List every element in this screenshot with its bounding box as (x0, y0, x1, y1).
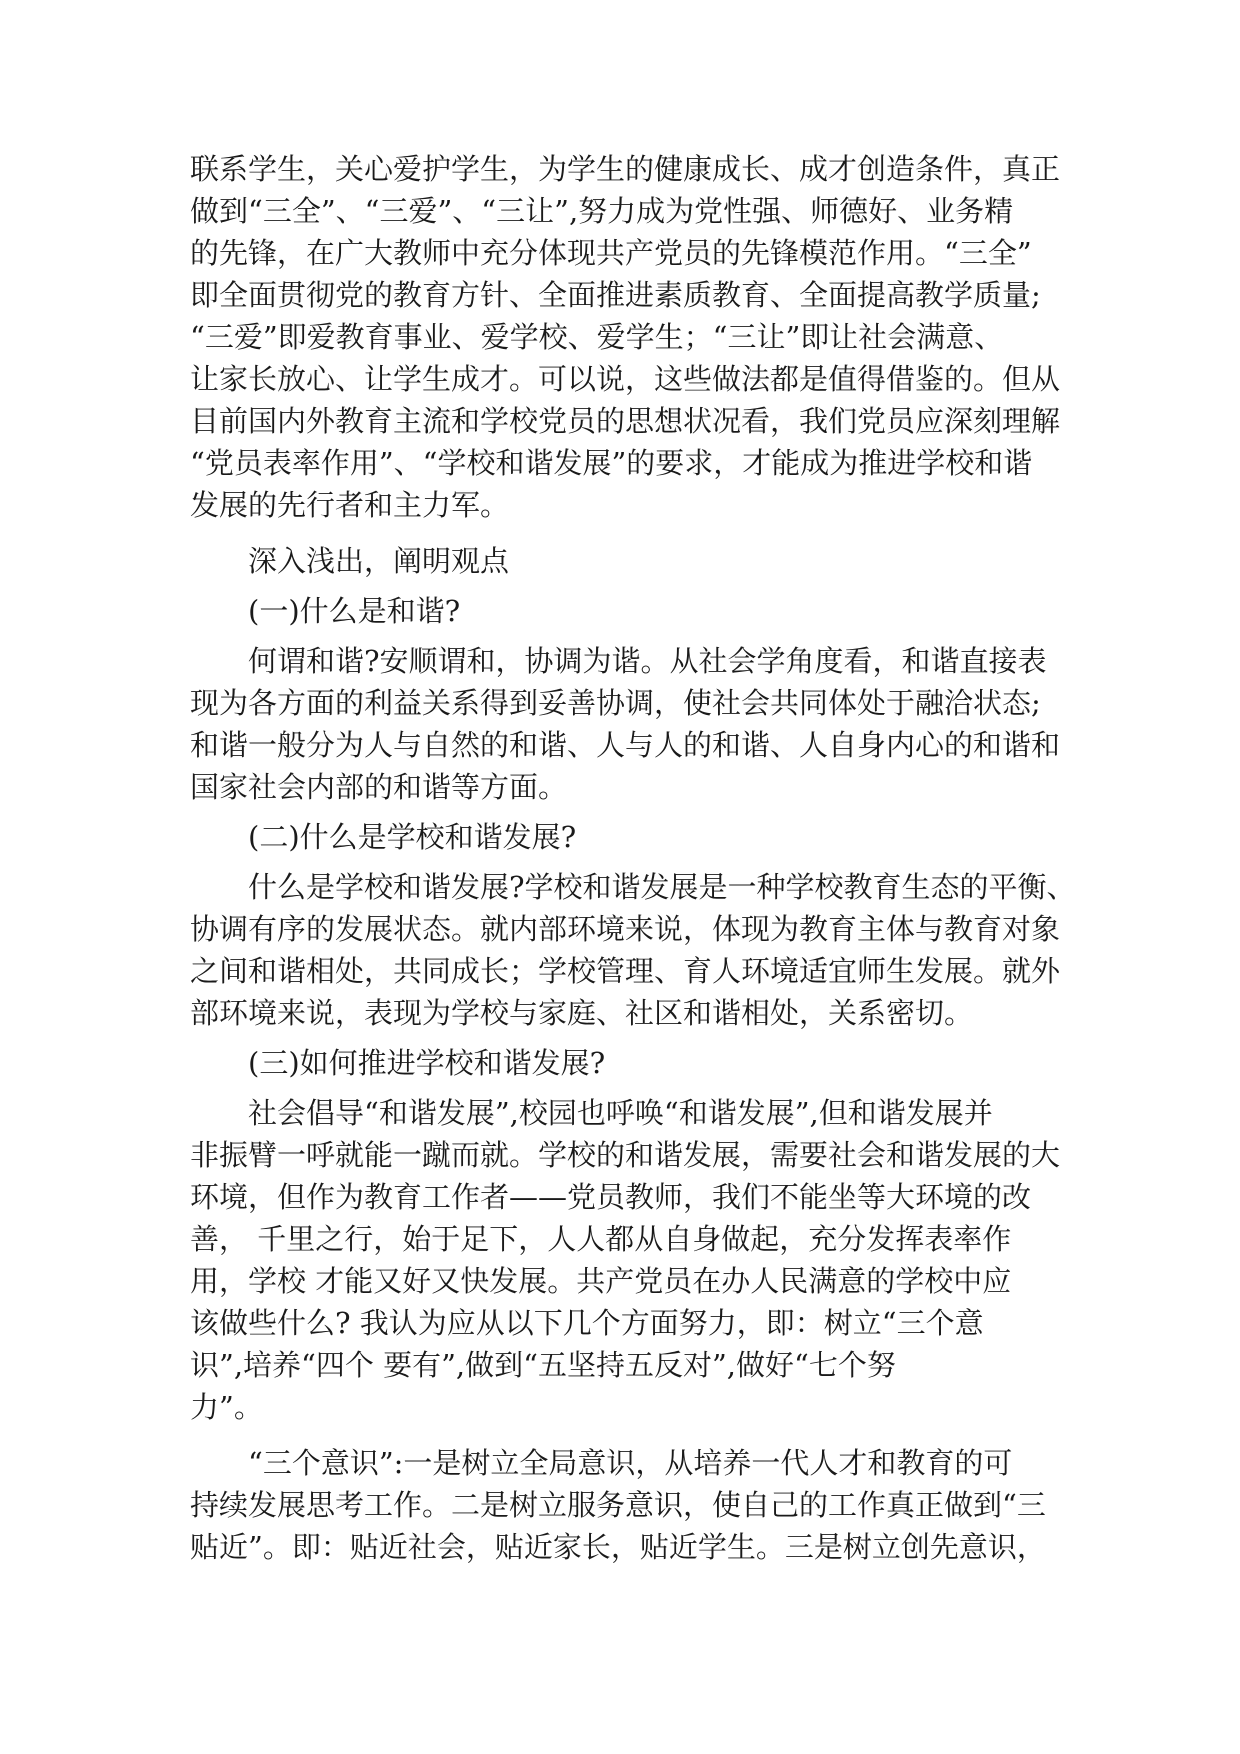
text-line: 何谓和谐?安顺谓和，协调为谐。从社会学角度看，和谐直接表 (248, 644, 1047, 678)
text-line: 发展的先行者和主力军。 (190, 488, 510, 522)
paragraph-4 (190, 1442, 1060, 1568)
section-heading-3: (三)如何推进学校和谐发展? (248, 1046, 606, 1080)
text-line: 贴近”。即：贴近社会，贴近家长，贴近学生。三是树立创先意识， (190, 1530, 1046, 1564)
text-line: 什么是学校和谐发展?学校和谐发展是一种学校教育生态的平衡、 (248, 870, 1076, 904)
text-line: 力”。 (190, 1390, 263, 1424)
text-line: 即全面贯彻党的教育方针、全面推进素质教育、全面提高教学质量; (190, 278, 1041, 312)
text-line: 环境，但作为教育工作者——党员教师，我们不能坐等大环境的改 (190, 1180, 1032, 1214)
text-line: 该做些什么? 我认为应从以下几个方面努力，即：树立“三个意 (190, 1306, 984, 1340)
paragraph-intro (190, 148, 1060, 526)
text-line: 让家长放心、让学生成才。可以说，这些做法都是值得借鉴的。但从 (190, 362, 1061, 396)
text-line: 社会倡导“和谐发展”,校园也呼唤“和谐发展”,但和谐发展并 (248, 1096, 993, 1130)
text-line: 做到“三全”、“三爱”、“三让”,努力成为党性强、师德好、业务精 (190, 194, 1014, 228)
document-page (190, 148, 1076, 1568)
text-line: 善， 千里之行，始于足下，人人都从自身做起，充分发挥表率作 (190, 1222, 1012, 1256)
paragraph-2 (190, 866, 1076, 1034)
text-line: 非振臂一呼就能一蹴而就。学校的和谐发展，需要社会和谐发展的大 (190, 1138, 1061, 1172)
section-heading-2: (二)什么是学校和谐发展? (248, 820, 577, 854)
text-line: “党员表率作用”、“学校和谐发展”的要求，才能成为推进学校和谐 (190, 446, 1033, 480)
text-line: 之间和谐相处，共同成长；学校管理、育人环境适宜师生发展。就外 (190, 954, 1061, 988)
paragraph-1 (190, 640, 1060, 808)
section-heading-main: 深入浅出，阐明观点 (248, 544, 510, 578)
text-line: “三爱”即爱教育事业、爱学校、爱学生；“三让”即让社会满意、 (190, 320, 1004, 354)
text-line: 的先锋，在广大教师中充分体现共产党员的先锋模范作用。“三全” (190, 236, 1032, 270)
text-line: 国家社会内部的和谐等方面。 (190, 770, 568, 804)
text-line: 和谐一般分为人与自然的和谐、人与人的和谐、人自身内心的和谐和 (190, 728, 1061, 762)
text-line: 识”,培养“四个 要有”,做到“五坚持五反对”,做好“七个努 (190, 1348, 896, 1382)
text-line: 用，学校 才能又好又快发展。共产党员在办人民满意的学校中应 (190, 1264, 1012, 1298)
paragraph-3 (190, 1092, 1060, 1428)
section-heading-1: (一)什么是和谐? (248, 594, 461, 628)
text-line: 持续发展思考工作。二是树立服务意识，使自己的工作真正做到“三 (190, 1488, 1046, 1522)
text-line: 现为各方面的利益关系得到妥善协调，使社会共同体处于融洽状态; (190, 686, 1041, 720)
text-line: 部环境来说，表现为学校与家庭、社区和谐相处，关系密切。 (190, 996, 974, 1030)
text-line: “三个意识”:一是树立全局意识，从培养一代人才和教育的可 (248, 1446, 1013, 1480)
text-line: 目前国内外教育主流和学校党员的思想状况看，我们党员应深刻理解 (190, 404, 1061, 438)
text-line: 协调有序的发展状态。就内部环境来说，体现为教育主体与教育对象 (190, 912, 1061, 946)
text-line: 联系学生，关心爱护学生，为学生的健康成长、成才创造条件，真正 (190, 152, 1061, 186)
